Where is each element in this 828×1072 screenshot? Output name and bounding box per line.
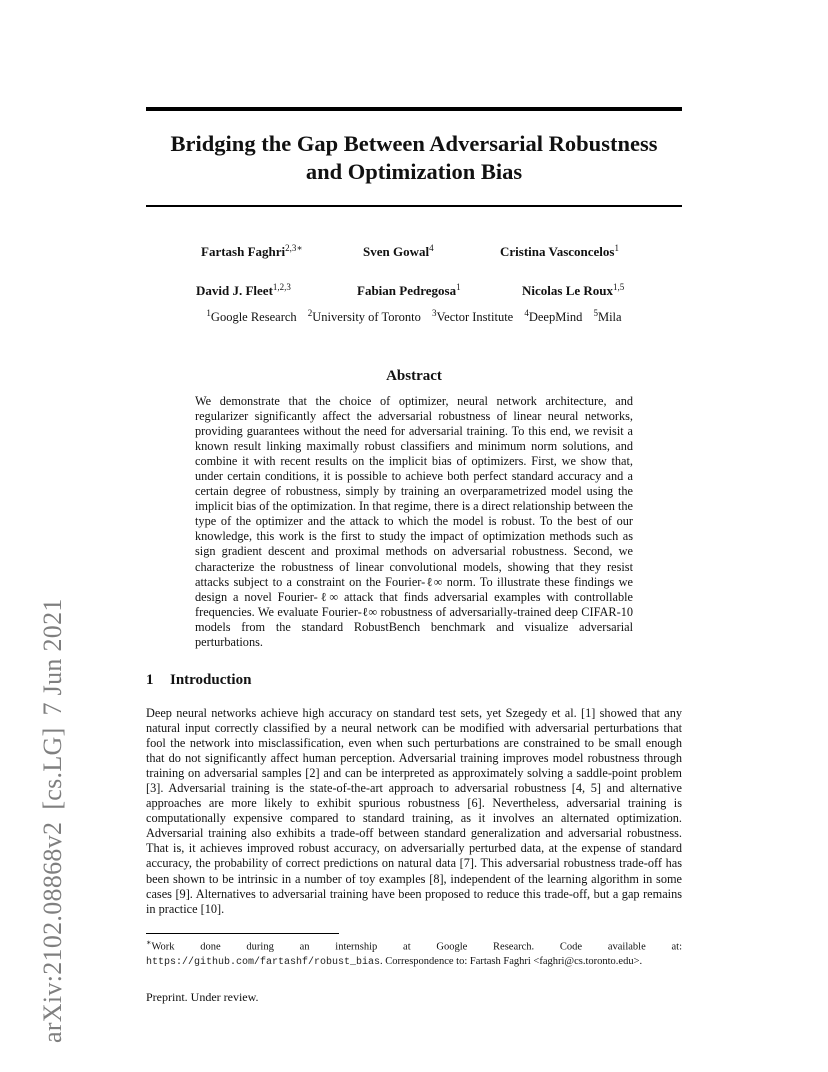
- code-link[interactable]: https://github.com/fartashf/robust_bias: [146, 956, 381, 968]
- author-faghri: [201, 243, 303, 260]
- author-le-roux: [522, 282, 624, 299]
- author-affil-sup: 1: [614, 243, 619, 253]
- abstract-heading: Abstract: [386, 368, 442, 384]
- introduction-text: Deep neural networks achieve high accuracy on standard test sets, yet Szegedy et al. [1] showed that any natural input correctly classified by a neural network can be modified with adversarial perturbations that fool the network into misclassification, even when such perturbations are constrained to be small enough that do not significantly affect human perception. Adversarial training improves model robustness through training on adversarial samples [2] and can be interpreted as approximately solving a saddle-point problem [3]. Adversarial training is the state-of-the-art approach to adversarial robustness [4, 5] and alternative approaches are more likely to exhibit spurious robustness [6]. Nevertheless, adversarial training is computationally expensive compared to standard training, as it involves an alternated optimization. Adversarial training also exhibits a trade-off between standard generalization and adversarial robustness. That is, it achieves improved robust accuracy, on adversarially perturbed data, at the expense of standard accuracy, the probability of correct predictions on natural data [7]. This adversarial robustness trade-off has been shown to be intrinsic in a number of toy examples [8], independent of the learning algorithm in some cases [9]. Alternatives to adversarial training have been proposed to reduce this trade-off, but a gap remains in practice [10].: [146, 706, 682, 916]
- footnote-text-before: Work done during an internship at Google Research. Code available at:: [151, 941, 682, 953]
- author-pedregosa: [357, 282, 461, 299]
- abstract-text: We demonstrate that the choice of optimizer, neural network architecture, and regularizer significantly affect the adversarial robustness of linear neural networks, providing guarantees without the need for adversarial training. To this end, we revisit a known result linking maximally robust classifiers and minimum norm solutions, and combine it with recent results on the implicit bias of optimizers. First, we show that, under certain conditions, it is possible to achieve both perfect standard accuracy and a certain degree of robustness, simply by training an overparametrized model using the implicit bias of the optimization. In that regime, there is a direct relationship between the type of the optimizer and the attack to which the model is robust. To the best of our knowledge, this work is the first to study the impact of optimization methods such as sign gradient descent and proximal methods on adversarial robustness. Second, we characterize the robustness of linear convolutional models, showing that they resist attacks subject to a constraint on the Fourier-ℓ∞ norm. To illustrate these findings we design a novel Fourier-ℓ∞ attack that finds adversarial examples with controllable frequencies. We evaluate Fourier-ℓ∞ robustness of adversarially-trained deep CIFAR-10 models from the standard RobustBench benchmark and visualize adversarial perturbations.: [195, 394, 633, 649]
- footnote: [146, 936, 682, 970]
- title-line-2: and Optimization Bias: [305, 159, 523, 184]
- section-title: Introduction: [170, 672, 252, 688]
- title-top-rule: [146, 107, 682, 111]
- affiliation-toronto: [308, 310, 421, 324]
- affiliation-google: [206, 310, 296, 324]
- title-bottom-rule: [146, 205, 682, 207]
- affiliation-vector: [432, 310, 513, 324]
- author-name: Fabian Pedregosa: [357, 283, 457, 298]
- affiliation-name: Vector Institute: [436, 310, 514, 324]
- author-name: Sven Gowal: [363, 244, 430, 259]
- author-affil-sup: 1,5: [613, 282, 625, 292]
- author-name: Fartash Faghri: [201, 244, 286, 259]
- author-affil-sup: 4: [429, 243, 434, 253]
- footnote-mark: ∗: [146, 938, 152, 947]
- arxiv-stamp: [38, 586, 68, 1043]
- affiliation-mila: [593, 310, 621, 324]
- affiliation-name: Mila: [597, 310, 622, 324]
- author-name: Cristina Vasconcelos: [500, 244, 615, 259]
- arxiv-date: 7 Jun 2021: [38, 598, 67, 716]
- arxiv-id: arXiv:2102.08868v2: [38, 821, 67, 1043]
- affiliation-deepmind: [524, 310, 582, 324]
- author-name: Nicolas Le Roux: [522, 283, 613, 298]
- affiliation-sup: 1: [206, 308, 211, 318]
- title-line-1: Bridging the Gap Between Adversarial Robustness: [170, 131, 658, 156]
- author-vasconcelos: [500, 243, 619, 260]
- affiliation-name: University of Toronto: [312, 310, 421, 324]
- affiliation-sup: 3: [432, 308, 437, 318]
- paper-title: [146, 130, 682, 186]
- footnote-rule: [146, 933, 339, 934]
- author-name: David J. Fleet: [196, 283, 273, 298]
- affiliation-sup: 2: [307, 308, 313, 318]
- arxiv-category: [cs.LG]: [38, 727, 67, 810]
- affiliation-sup: 5: [593, 308, 598, 318]
- affiliation-sup: 4: [524, 308, 529, 318]
- affiliations: [146, 308, 682, 325]
- preprint-note: Preprint. Under review.: [146, 990, 259, 1004]
- author-affil-sup: 2,3∗: [285, 243, 303, 253]
- author-affil-sup: 1,2,3: [272, 282, 291, 292]
- section-number: 1: [146, 672, 154, 688]
- footnote-text-after: . Correspondence to: Fartash Faghri <faghri@cs.toronto.edu>.: [380, 955, 643, 967]
- author-fleet: [196, 282, 291, 299]
- author-affil-sup: 1: [456, 282, 461, 292]
- author-gowal: [363, 243, 434, 260]
- affiliation-name: Google Research: [210, 310, 297, 324]
- affiliation-name: DeepMind: [528, 310, 583, 324]
- section-heading-introduction: [146, 672, 251, 689]
